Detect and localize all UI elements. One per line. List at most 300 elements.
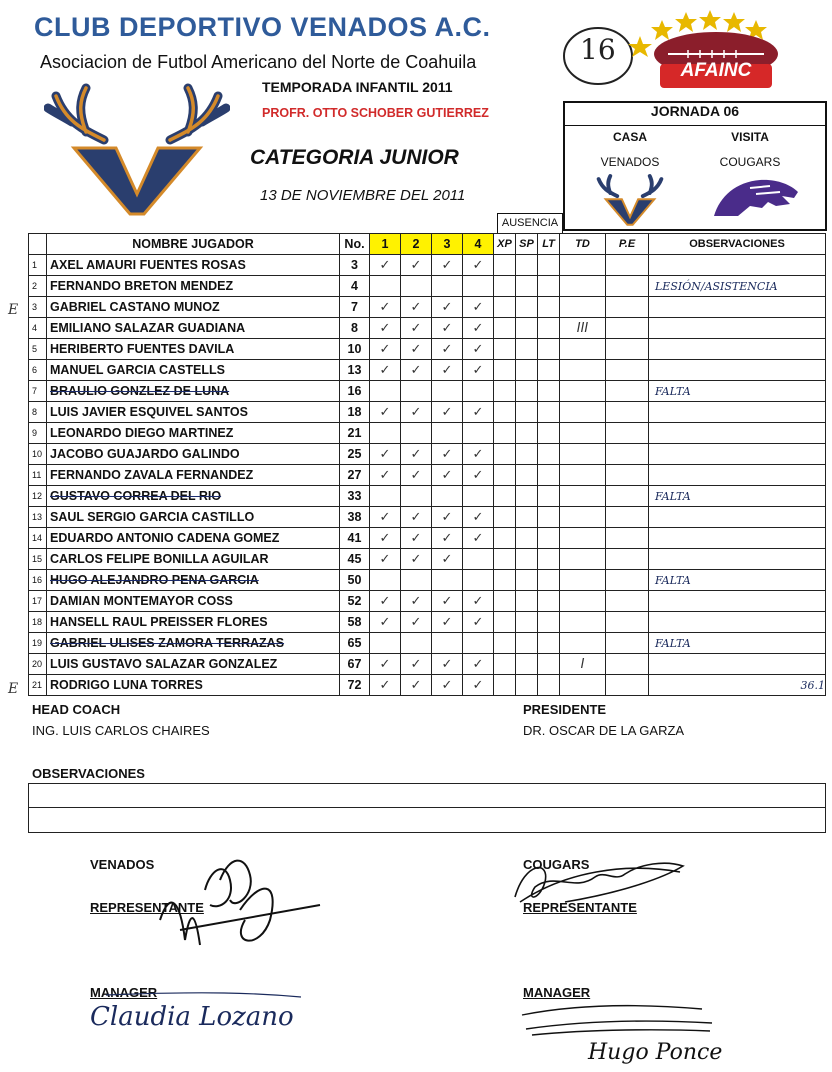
observation-cell — [649, 549, 826, 570]
observation-cell: FALTA — [649, 486, 826, 507]
quarter-4-check — [463, 423, 494, 444]
observation-cell: FALTA — [649, 381, 826, 402]
quarter-4-check — [463, 612, 494, 633]
row-index: 18 — [29, 612, 47, 633]
row-index: 12 — [29, 486, 47, 507]
away-representative-signature — [505, 852, 690, 912]
quarter-2-check — [401, 444, 432, 465]
quarter-3-check — [432, 591, 463, 612]
player-name-text: DAMIAN MONTEMAYOR COSS — [50, 594, 233, 608]
quarter-1-check-text: ✓ — [379, 656, 391, 672]
sp-cell — [516, 339, 538, 360]
sp-cell — [516, 255, 538, 276]
lt-cell — [538, 633, 560, 654]
table-row — [29, 654, 826, 675]
home-team-name: VENADOS — [600, 155, 660, 169]
pe-cell — [606, 612, 649, 633]
player-name — [47, 423, 340, 444]
player-name — [47, 318, 340, 339]
row-index: 7 — [29, 381, 47, 402]
page-number: 16 — [580, 33, 616, 66]
quarter-4-check — [463, 633, 494, 654]
quarter-1-check-text: ✓ — [379, 551, 391, 567]
table-row — [29, 255, 826, 276]
quarter-2-check-text: ✓ — [410, 551, 422, 567]
quarter-2-check-text: ✓ — [410, 677, 422, 693]
td-cell — [560, 570, 606, 591]
home-team-signature-label: VENADOS — [90, 857, 155, 872]
player-number: 50 — [340, 570, 370, 591]
quarter-2-check — [401, 549, 432, 570]
observation-cell — [649, 339, 826, 360]
quarter-4-check-text: ✓ — [472, 257, 484, 273]
quarter-1-check — [370, 339, 401, 360]
quarter-3-check-text: ✓ — [441, 614, 453, 630]
player-number: 38 — [340, 507, 370, 528]
quarter-3-check — [432, 486, 463, 507]
pe-cell — [606, 465, 649, 486]
quarter-4-check-text: ✓ — [472, 614, 484, 630]
row-index: 6 — [29, 360, 47, 381]
pe-cell — [606, 654, 649, 675]
row-index: 5 — [29, 339, 47, 360]
quarter-4-check — [463, 549, 494, 570]
quarter-3-check-text: ✓ — [441, 551, 453, 567]
player-name-text: GABRIEL ULISES ZAMORA TERRAZAS — [50, 636, 285, 650]
quarter-1-check-text: ✓ — [379, 320, 391, 336]
quarter-3-check-text: ✓ — [441, 446, 453, 462]
observation-cell: FALTA — [649, 570, 826, 591]
player-name-text: HERIBERTO FUENTES DAVILA — [50, 342, 235, 356]
td-cell — [560, 360, 606, 381]
quarter-3-check — [432, 465, 463, 486]
lt-cell — [538, 255, 560, 276]
td-cell — [560, 381, 606, 402]
pe-cell — [606, 297, 649, 318]
sp-cell — [516, 633, 538, 654]
player-name-text: CARLOS FELIPE BONILLA AGUILAR — [50, 552, 269, 566]
quarter-4-check — [463, 318, 494, 339]
quarter-2-check — [401, 318, 432, 339]
observation-cell — [649, 318, 826, 339]
row-index: 19 — [29, 633, 47, 654]
observation-cell — [649, 528, 826, 549]
player-name — [47, 549, 340, 570]
table-row — [29, 570, 826, 591]
pe-cell — [606, 486, 649, 507]
away-manager-signature — [512, 995, 722, 1045]
player-name-text: SAUL SERGIO GARCIA CASTILLO — [50, 510, 255, 524]
xp-cell — [494, 654, 516, 675]
td-cell — [560, 297, 606, 318]
player-name — [47, 528, 340, 549]
row-index: 10 — [29, 444, 47, 465]
player-name-text: HUGO ALEJANDRO PENA GARCIA — [50, 573, 259, 587]
col-header-q1: 1 — [370, 234, 401, 255]
lt-cell — [538, 318, 560, 339]
row-index: 13 — [29, 507, 47, 528]
lt-cell — [538, 444, 560, 465]
xp-cell — [494, 297, 516, 318]
quarter-2-check — [401, 675, 432, 696]
table-row — [29, 381, 826, 402]
quarter-1-check-text: ✓ — [379, 614, 391, 630]
lt-cell — [538, 591, 560, 612]
col-header-lt: LT — [538, 234, 560, 255]
player-name — [47, 381, 340, 402]
quarter-2-check-text: ✓ — [410, 446, 422, 462]
row-index: 3 — [29, 297, 47, 318]
col-header-name: NOMBRE JUGADOR — [47, 234, 340, 255]
lt-cell — [538, 423, 560, 444]
quarter-2-check-text: ✓ — [410, 341, 422, 357]
quarter-4-check-text: ✓ — [472, 362, 484, 378]
away-manager-label: MANAGER — [523, 985, 591, 1000]
pe-cell — [606, 423, 649, 444]
margin-mark-row-3: E — [8, 302, 19, 318]
quarter-2-check-text: ✓ — [410, 362, 422, 378]
player-name-text: EDUARDO ANTONIO CADENA GOMEZ — [50, 531, 280, 545]
player-name — [47, 570, 340, 591]
quarter-3-check-text: ✓ — [441, 656, 453, 672]
td-cell — [560, 486, 606, 507]
td-cell — [560, 633, 606, 654]
quarter-4-check-text: ✓ — [472, 341, 484, 357]
quarter-1-check-text: ✓ — [379, 341, 391, 357]
observations-label: OBSERVACIONES — [32, 766, 145, 781]
player-number: 72 — [340, 675, 370, 696]
quarter-1-check — [370, 612, 401, 633]
td-cell — [560, 528, 606, 549]
observation-cell — [649, 297, 826, 318]
player-name-text: LEONARDO DIEGO MARTINEZ — [50, 426, 234, 440]
quarter-2-check — [401, 570, 432, 591]
quarter-3-check-text: ✓ — [441, 593, 453, 609]
row-index: 16 — [29, 570, 47, 591]
association-name: Asociacion de Futbol Americano del Norte de Coahuila — [40, 52, 477, 72]
quarter-3-check-text: ✓ — [441, 320, 453, 336]
sp-cell — [516, 444, 538, 465]
quarter-1-check — [370, 486, 401, 507]
td-cell — [560, 444, 606, 465]
player-name — [47, 486, 340, 507]
xp-cell — [494, 549, 516, 570]
quarter-4-check — [463, 465, 494, 486]
row-index: 15 — [29, 549, 47, 570]
quarter-3-check — [432, 318, 463, 339]
lt-cell — [538, 570, 560, 591]
quarter-4-check — [463, 507, 494, 528]
quarter-1-check-text: ✓ — [379, 362, 391, 378]
quarter-1-check — [370, 360, 401, 381]
quarter-4-check-text: ✓ — [472, 677, 484, 693]
col-header-td: TD — [560, 234, 606, 255]
player-name — [47, 276, 340, 297]
away-representative-label: REPRESENTANTE — [523, 900, 637, 915]
xp-cell — [494, 591, 516, 612]
table-row — [29, 486, 826, 507]
quarter-3-check-text: ✓ — [441, 257, 453, 273]
quarter-4-check — [463, 654, 494, 675]
head-coach-label: HEAD COACH — [32, 702, 121, 717]
player-name-text: JACOBO GUAJARDO GALINDO — [50, 447, 240, 461]
quarter-1-check-text: ✓ — [379, 446, 391, 462]
quarter-2-check-text: ✓ — [410, 530, 422, 546]
table-row — [29, 318, 826, 339]
quarter-2-check — [401, 465, 432, 486]
player-number: 41 — [340, 528, 370, 549]
table-row — [29, 633, 826, 654]
col-header-number: No. — [340, 234, 370, 255]
td-cell-text: III — [576, 320, 589, 336]
quarter-2-check — [401, 633, 432, 654]
president-label: PRESIDENTE — [523, 702, 607, 717]
quarter-4-check — [463, 570, 494, 591]
player-name-text: FERNANDO ZAVALA FERNANDEZ — [50, 468, 254, 482]
table-row — [29, 675, 826, 696]
quarter-3-check — [432, 381, 463, 402]
away-team-name: COUGARS — [719, 155, 781, 169]
sp-cell — [516, 675, 538, 696]
observation-cell — [649, 360, 826, 381]
quarter-3-check-text: ✓ — [441, 299, 453, 315]
row-index: 9 — [29, 423, 47, 444]
player-name-text: BRAULIO GONZLEZ DE LUNA — [50, 384, 230, 398]
row-index: 20 — [29, 654, 47, 675]
head-coach-name: ING. LUIS CARLOS CHAIRES — [32, 723, 210, 738]
player-name — [47, 444, 340, 465]
player-number: 10 — [340, 339, 370, 360]
quarter-3-check — [432, 633, 463, 654]
table-row — [29, 549, 826, 570]
sp-cell — [516, 297, 538, 318]
quarter-3-check-text: ✓ — [441, 467, 453, 483]
player-name-text: LUIS JAVIER ESQUIVEL SANTOS — [50, 405, 248, 419]
sp-cell — [516, 360, 538, 381]
td-cell — [560, 507, 606, 528]
td-cell — [560, 318, 606, 339]
quarter-3-check — [432, 297, 463, 318]
quarter-2-check-text: ✓ — [410, 257, 422, 273]
col-header-xp: XP — [494, 234, 516, 255]
xp-cell — [494, 276, 516, 297]
lt-cell — [538, 675, 560, 696]
pe-cell — [606, 381, 649, 402]
table-row — [29, 360, 826, 381]
xp-cell — [494, 381, 516, 402]
pe-cell — [606, 591, 649, 612]
player-name — [47, 297, 340, 318]
player-name-text: HANSELL RAUL PREISSER FLORES — [50, 615, 268, 629]
quarter-3-check — [432, 675, 463, 696]
quarter-4-check-text: ✓ — [472, 320, 484, 336]
player-number: 65 — [340, 633, 370, 654]
cougars-logo-icon — [710, 176, 802, 222]
quarter-1-check — [370, 297, 401, 318]
quarter-1-check-text: ✓ — [379, 257, 391, 273]
quarter-4-check-text: ✓ — [472, 509, 484, 525]
quarter-3-check — [432, 402, 463, 423]
table-header-row — [29, 234, 826, 255]
quarter-4-check — [463, 591, 494, 612]
quarter-1-check — [370, 402, 401, 423]
player-name-text: MANUEL GARCIA CASTELLS — [50, 363, 225, 377]
quarter-2-check — [401, 276, 432, 297]
table-row — [29, 444, 826, 465]
quarter-4-check-text: ✓ — [472, 467, 484, 483]
pe-cell — [606, 402, 649, 423]
afainc-logo-text: AFAINC — [680, 60, 752, 81]
roster-table — [28, 233, 826, 696]
xp-cell — [494, 402, 516, 423]
quarter-3-check — [432, 276, 463, 297]
xp-cell — [494, 570, 516, 591]
quarter-2-check-text: ✓ — [410, 467, 422, 483]
observation-cell — [649, 465, 826, 486]
margin-mark-row-21: E — [8, 681, 19, 697]
table-row — [29, 297, 826, 318]
quarter-1-check-text: ✓ — [379, 530, 391, 546]
quarter-4-check-text: ✓ — [472, 593, 484, 609]
lt-cell — [538, 528, 560, 549]
quarter-3-check-text: ✓ — [441, 530, 453, 546]
xp-cell — [494, 465, 516, 486]
quarter-3-check-text: ✓ — [441, 404, 453, 420]
pe-cell — [606, 255, 649, 276]
player-name-text: AXEL AMAURI FUENTES ROSAS — [50, 258, 246, 272]
quarter-1-check-text: ✓ — [379, 593, 391, 609]
xp-cell — [494, 360, 516, 381]
player-name-text: FERNANDO BRETON MENDEZ — [50, 279, 234, 293]
quarter-1-check-text: ✓ — [379, 404, 391, 420]
observations-box — [28, 783, 826, 833]
lt-cell — [538, 654, 560, 675]
home-manager-name-handwritten: Claudia Lozano — [90, 1002, 294, 1032]
xp-cell — [494, 486, 516, 507]
td-cell — [560, 255, 606, 276]
quarter-3-check-text: ✓ — [441, 509, 453, 525]
quarter-4-check — [463, 339, 494, 360]
xp-cell — [494, 675, 516, 696]
td-cell — [560, 402, 606, 423]
season-title: TEMPORADA INFANTIL 2011 — [262, 79, 453, 95]
quarter-3-check-text: ✓ — [441, 677, 453, 693]
player-name — [47, 360, 340, 381]
quarter-4-check — [463, 402, 494, 423]
quarter-4-check-text: ✓ — [472, 299, 484, 315]
row-index: 21 — [29, 675, 47, 696]
player-number: 25 — [340, 444, 370, 465]
player-number: 16 — [340, 381, 370, 402]
quarter-1-check-text: ✓ — [379, 509, 391, 525]
quarter-3-check — [432, 423, 463, 444]
quarter-2-check-text: ✓ — [410, 404, 422, 420]
quarter-1-check — [370, 633, 401, 654]
quarter-4-check-text: ✓ — [472, 530, 484, 546]
player-number: 13 — [340, 360, 370, 381]
quarter-1-check — [370, 276, 401, 297]
venados-small-logo-icon — [594, 172, 666, 228]
row-index: 2 — [29, 276, 47, 297]
quarter-1-check — [370, 255, 401, 276]
sp-cell — [516, 570, 538, 591]
pe-cell — [606, 318, 649, 339]
player-number: 4 — [340, 276, 370, 297]
sp-cell — [516, 381, 538, 402]
quarter-4-check-text: ✓ — [472, 446, 484, 462]
xp-cell — [494, 255, 516, 276]
quarter-2-check — [401, 339, 432, 360]
player-number: 33 — [340, 486, 370, 507]
observation-cell: FALTA — [649, 633, 826, 654]
observation-cell — [649, 255, 826, 276]
quarter-3-check — [432, 528, 463, 549]
sp-cell — [516, 465, 538, 486]
td-cell — [560, 465, 606, 486]
quarter-2-check — [401, 591, 432, 612]
quarter-2-check — [401, 528, 432, 549]
quarter-3-check — [432, 549, 463, 570]
observation-cell: LESIÓN/ASISTENCIA — [649, 276, 826, 297]
home-representative-label: REPRESENTANTE — [90, 900, 204, 915]
table-row — [29, 591, 826, 612]
quarter-3-check — [432, 339, 463, 360]
sp-cell — [516, 528, 538, 549]
quarter-4-check — [463, 528, 494, 549]
player-number: 18 — [340, 402, 370, 423]
sp-cell — [516, 654, 538, 675]
player-name-text: GABRIEL CASTANO MUNOZ — [50, 300, 220, 314]
player-number: 3 — [340, 255, 370, 276]
quarter-2-check — [401, 402, 432, 423]
td-cell — [560, 276, 606, 297]
quarter-3-check-text: ✓ — [441, 362, 453, 378]
lt-cell — [538, 339, 560, 360]
pe-cell — [606, 276, 649, 297]
quarter-2-check-text: ✓ — [410, 593, 422, 609]
quarter-4-check — [463, 675, 494, 696]
category-title: CATEGORIA JUNIOR — [250, 146, 459, 169]
xp-cell — [494, 612, 516, 633]
sp-cell — [516, 507, 538, 528]
col-header-q2: 2 — [401, 234, 432, 255]
xp-cell — [494, 528, 516, 549]
quarter-3-check — [432, 507, 463, 528]
sp-cell — [516, 486, 538, 507]
player-name — [47, 507, 340, 528]
player-number: 67 — [340, 654, 370, 675]
quarter-2-check — [401, 423, 432, 444]
quarter-1-check — [370, 675, 401, 696]
quarter-2-check — [401, 507, 432, 528]
td-cell-text: I — [580, 656, 585, 672]
quarter-1-check-text: ✓ — [379, 299, 391, 315]
quarter-4-check — [463, 276, 494, 297]
lt-cell — [538, 381, 560, 402]
xp-cell — [494, 507, 516, 528]
sp-cell — [516, 549, 538, 570]
quarter-1-check — [370, 570, 401, 591]
lt-cell — [538, 486, 560, 507]
quarter-1-check — [370, 654, 401, 675]
observations-divider — [28, 807, 826, 808]
club-title: CLUB DEPORTIVO VENADOS A.C. — [34, 12, 491, 42]
sp-cell — [516, 591, 538, 612]
player-name-text: GUSTAVO CORREA DEL RIO — [50, 489, 222, 503]
quarter-2-check — [401, 297, 432, 318]
quarter-1-check — [370, 528, 401, 549]
xp-cell — [494, 318, 516, 339]
